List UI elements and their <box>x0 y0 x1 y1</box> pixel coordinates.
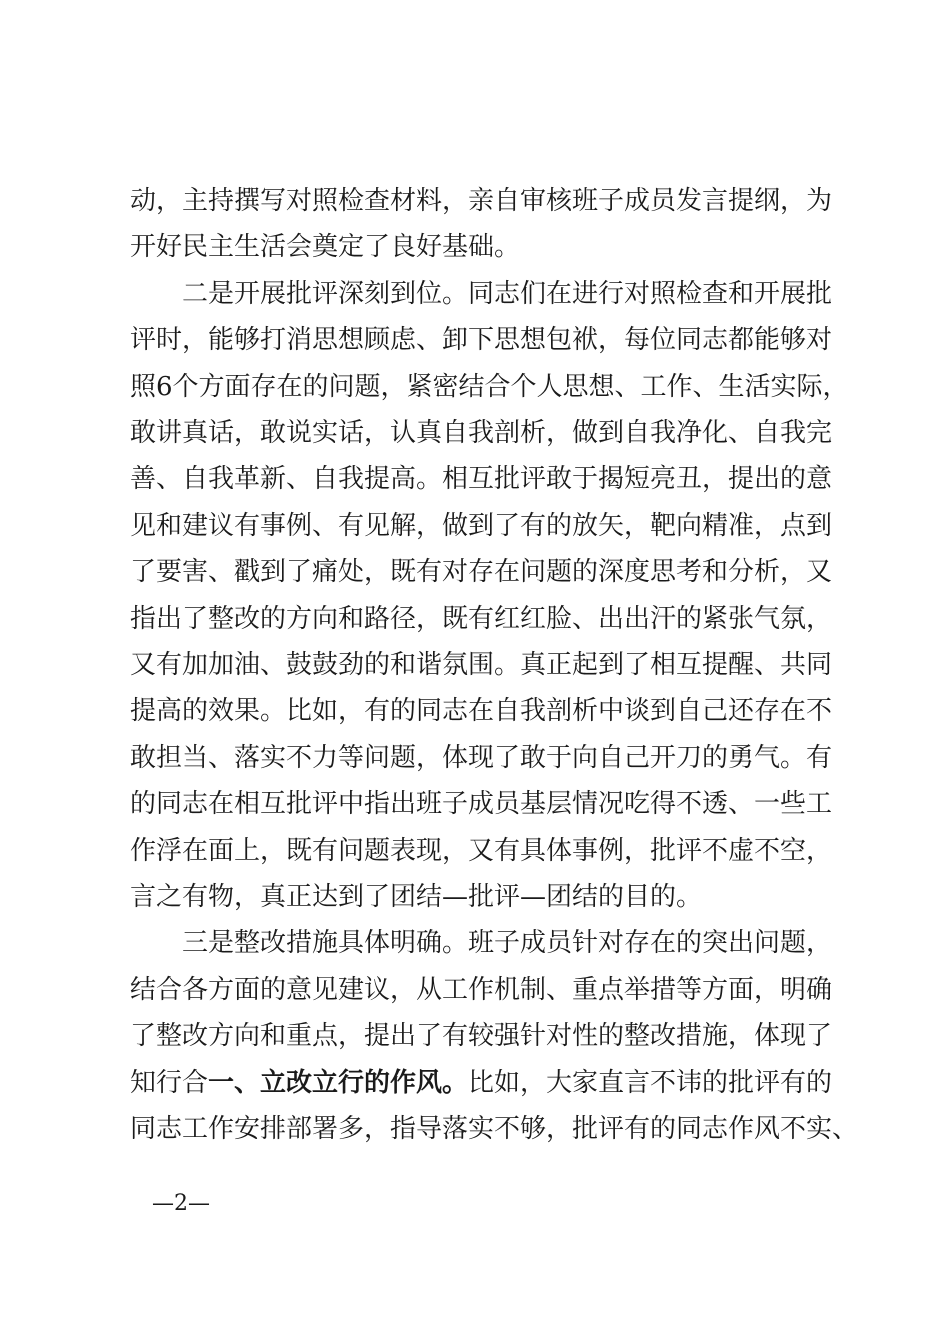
text-line-8: 见和建议有事例、有见解，做到了有的放矢，靶向精准，点到 <box>130 511 833 541</box>
text-line-5: 照6个方面存在的问题，紧密结合个人思想、工作、生活实际， <box>130 372 849 402</box>
text-line-10: 指出了整改的方向和路径，既有红红脸、出出汗的紧张气氛， <box>130 604 833 634</box>
text-line-6: 敢讲真话，敢说实话，认真自我剖析，做到自我净化、自我完 <box>130 418 833 448</box>
text-line-13: 敢担当、落实不力等问题，体现了敢于向自己开刀的勇气。有 <box>130 743 833 773</box>
text-line-9: 了要害、戳到了痛处，既有对存在问题的深度思考和分析，又 <box>130 557 833 587</box>
text-line-15: 作浮在面上，既有问题表现，又有具体事例，批评不虚不空， <box>130 836 833 866</box>
text-line-20 <box>130 1063 832 1103</box>
text-line-2: 开好民主生活会奠定了良好基础。 <box>130 232 521 262</box>
text-line-20-bold: 一、立改立行的作风。 <box>208 1068 469 1098</box>
page-number: —2— <box>152 1191 210 1216</box>
text-line-19: 了整改方向和重点，提出了有较强针对性的整改措施，体现了 <box>130 1021 833 1051</box>
text-line-11: 又有加加油、鼓鼓劲的和谐氛围。真正起到了相互提醒、共同 <box>130 650 833 680</box>
text-line-14: 的同志在相互批评中指出班子成员基层情况吃得不透、一些工 <box>130 789 833 819</box>
text-line-18: 结合各方面的意见建议，从工作机制、重点举措等方面，明确 <box>130 975 833 1005</box>
text-line-7: 善、自我革新、自我提高。相互批评敢于揭短亮丑，提出的意 <box>130 464 833 494</box>
text-line-20-rest: 比如，大家直言不讳的批评有的 <box>468 1068 833 1098</box>
text-line-17: 三是整改措施具体明确。班子成员针对存在的突出问题， <box>182 928 833 958</box>
text-line-16: 言之有物，真正达到了团结—批评—团结的目的。 <box>130 882 703 912</box>
text-line-3: 二是开展批评深刻到位。同志们在进行对照检查和开展批 <box>182 279 833 309</box>
text-line-12: 提高的效果。比如，有的同志在自我剖析中谈到自己还存在不 <box>130 696 833 726</box>
text-line-20-prefix: 知行合 <box>130 1068 209 1098</box>
text-line-1: 动，主持撰写对照检查材料，亲自审核班子成员发言提纲，为 <box>130 186 833 216</box>
text-line-21: 同志工作安排部署多，指导落实不够，批评有的同志作风不实、 <box>130 1114 859 1144</box>
text-line-4: 评时，能够打消思想顾虑、卸下思想包袱，每位同志都能够对 <box>130 325 833 355</box>
